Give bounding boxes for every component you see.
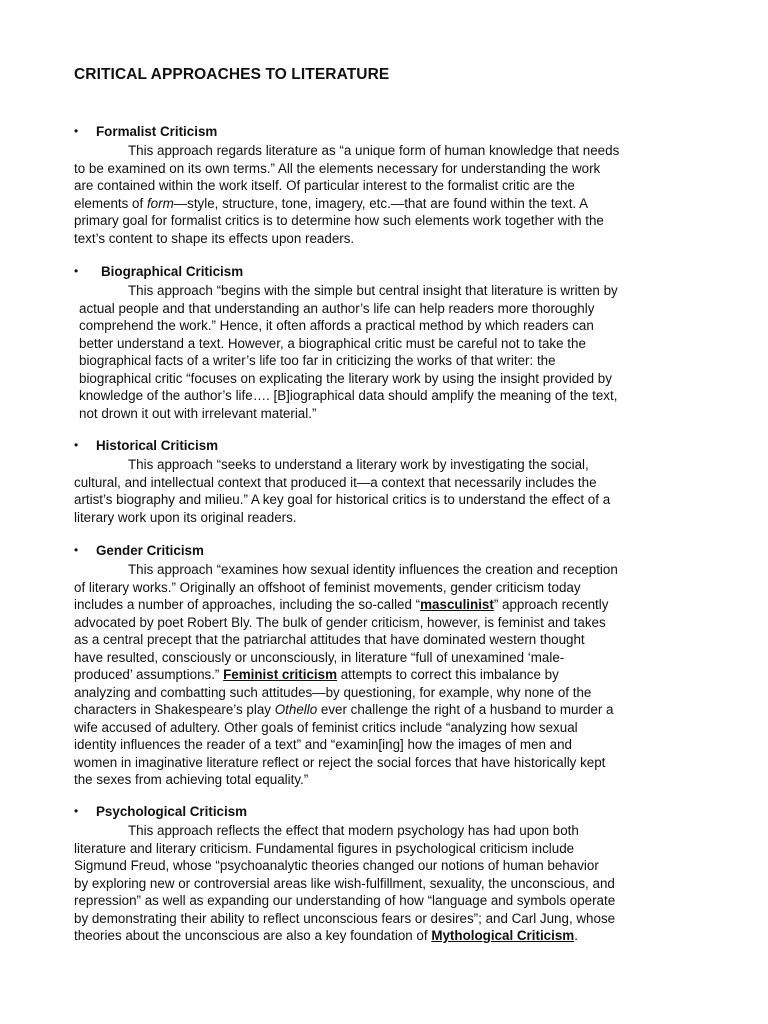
section-paragraph: This approach “seeks to understand a literary work by investigating the social, cultural, and intellectual context that produced it—a context that necessarily includes the artist’s biography and milieu.” A key goal for historical critics is to understand the effect of a literary work upon its original readers. [74,457,611,525]
bullet-icon: • [74,804,79,818]
section-heading: Biographical Criticism [101,264,244,279]
section-paragraph: This approach “examines how sexual identity influences the creation and reception of literary works.” Originally an offshoot of feminist movements, gender criticism today includes a number of approaches, including the so-called “masculinist” approach recently advocated by poet Robert Bly. The bulk of gender criticism, however, is feminist and takes as a central precept that the patriarchal attitudes that have dominated western thought have resulted, consciously or unconsciously, in literature “full of unexamined ‘male- produced’ assumptions.” Feminist criticism attempts to correct this imbalance by analyzing and combatting such attitudes—by questioning, for example, why none of the characters in Shakespeare’s play Othello ever challenge the right of a husband to murder a wife accused of adultery. Other goals of feminist critics include “analyzing how sexual identity influences the reader of a text” and “examin[ing] how the images of men and women in imaginative literature reflect or reject the social forces that have historically kept the sexes from achieving total equality.” [74,562,618,787]
section-biographical [74,264,686,422]
italic-title: Othello [274,702,318,717]
masculinist-link[interactable]: masculinist [420,597,494,612]
section-gender [74,543,686,789]
italic-term: form [146,195,174,211]
section-heading: Psychological Criticism [96,804,248,819]
feminist-criticism-link[interactable]: Feminist criticism [223,667,337,682]
section-heading: Gender Criticism [96,543,204,558]
bullet-icon: • [74,543,79,557]
section-psychological [74,804,686,945]
bullet-icon: • [74,264,79,278]
section-paragraph: This approach “begins with the simple but central insight that literature is written by actual people and that understanding an author’s life can help readers more thoroughly comprehend the work.” Hence, it often affords a practical method by which readers can better understand a text. However, a biographical critic must be careful not to take the biographical facts of a writer’s life too far in criticizing the works of that writer: the biographical critic “focuses on explicating the literary work by using the insight provided by knowledge of the author’s life…. [B]iographical data should amplify the meaning of the text, not drown it out with irrelevant material.” [79,283,618,421]
section-heading: Historical Criticism [96,438,219,453]
section-formalist [74,124,686,247]
section-paragraph: This approach regards literature as “a unique form of human knowledge that needs to be examined on its own terms.” All the elements necessary for understanding the work are contained within the work itself. Of particular interest to the formalist critic are the elements of form—style, structure, tone, imagery, etc.—that are found within the text. A primary goal for formalist critics is to determine how such elements work together with the text’s content to shape its effects upon readers. [74,143,620,246]
section-historical [74,438,686,526]
page-title: CRITICAL APPROACHES TO LITERATURE [74,66,390,83]
section-heading: Formalist Criticism [96,124,218,139]
section-paragraph: This approach reflects the effect that modern psychology has had upon both literature and literary criticism. Fundamental figures in psychological criticism include Sigmund Freud, whose “psychoanalytic theories changed our notions of human behavior by exploring new or controversial areas like wish-fulfillment, sexuality, the unconscious, and repression” as well as expanding our understanding of how “language and symbols operate by demonstrating their ability to reflect unconscious fears or desires”; and Carl Jung, whose theories about the unconscious are also a key foundation of Mythological Criticism. [74,823,616,943]
bullet-icon: • [74,438,79,452]
bullet-icon: • [74,124,79,138]
mythological-criticism-link[interactable]: Mythological Criticism [431,928,575,943]
